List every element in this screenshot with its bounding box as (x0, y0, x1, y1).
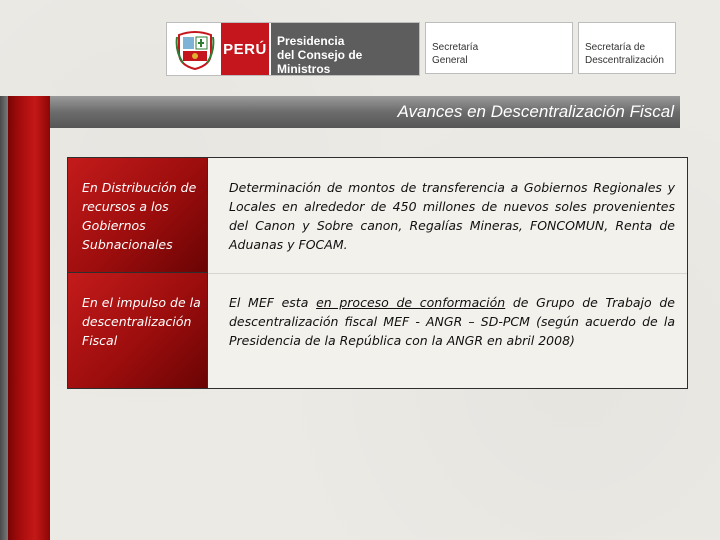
institution-name (271, 23, 419, 75)
description-text: El MEF esta (229, 295, 317, 310)
title-band (50, 96, 680, 128)
description-text: Determinación de montos de transferencia a Gobiernos Regionales y Locales en alrededor de 450 millones de nuevos soles provenientes del Canon y Sobre canon, Regalías Mineras, FONCOMUN, Renta de Aduanas y FOCAM. (229, 180, 675, 252)
table-row (68, 273, 687, 388)
content-table (67, 157, 688, 389)
coat-of-arms-icon (175, 27, 215, 71)
peru-wordmark: PERÚ (221, 23, 269, 75)
secretaria-general-box (425, 22, 573, 74)
description-underlined-text: en proceso de conformación (316, 295, 506, 310)
secretaria-general-line1: Secretaría (432, 42, 479, 53)
secretaria-descentralizacion-box (578, 22, 676, 74)
table-row (68, 158, 687, 274)
row-description (229, 178, 675, 254)
secretaria-descentralizacion-line2: Descentralización (585, 55, 664, 66)
row-label: En Distribución de recursos a los Gobiernos Subnacionales (68, 158, 208, 273)
institution-line2: del Consejo de Ministros (277, 48, 363, 76)
description-text-continued: de Grupo de Trabajo de descentralización fiscal MEF - ANGR – SD-PCM (según acuerdo de la Presidencia de la República con la ANGR en abril 2008) (229, 295, 675, 348)
institution-line1: Presidencia (277, 34, 345, 48)
slide-title: Avances en Descentralización Fiscal (397, 102, 674, 121)
pcm-logo (166, 22, 420, 76)
left-bar-edge (0, 96, 8, 540)
secretaria-general-line2: General (432, 55, 468, 66)
row-description (229, 293, 675, 350)
row-label: En el impulso de la descentralización Fiscal (68, 273, 208, 388)
secretaria-descentralizacion-line1: Secretaría de (585, 42, 646, 53)
